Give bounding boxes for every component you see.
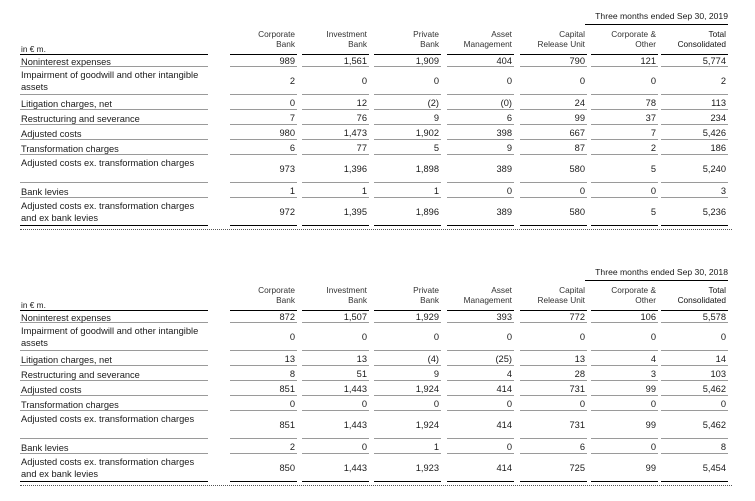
cell-asset-management: (0) [447,97,514,110]
cell-corporate-bank: 7 [230,112,297,125]
cell-private-bank: 5 [374,142,441,155]
cell-private-bank: (2) [374,97,441,110]
cell-corporate-bank: 6 [230,142,297,155]
cell-corporate-bank: 851 [230,413,297,439]
cell-investment-bank: 1,473 [302,127,369,140]
cell-total-consolidated: 5,454 [661,456,728,482]
cell-corporate-other: 7 [591,127,658,140]
column-header-private-bank: Private Bank [413,285,439,305]
cell-corporate-bank: 973 [230,157,297,183]
cell-total-consolidated: 0 [661,325,728,351]
cell-total-consolidated: 0 [661,398,728,411]
cell-corporate-bank: 2 [230,69,297,95]
cell-asset-management: 9 [447,142,514,155]
unit-label: in € m. [21,300,46,310]
table-row-transformation-charges [20,398,732,411]
cell-corporate-other: 5 [591,200,658,226]
cell-investment-bank: 0 [302,69,369,95]
cell-capital-release-unit: 725 [520,456,587,482]
column-header-corporate-other: Corporate & Other [611,29,656,49]
cell-investment-bank: 13 [302,353,369,366]
column-header-corporate-bank: Corporate Bank [258,285,295,305]
column-header-row [20,280,732,310]
cell-total-consolidated: 5,462 [661,413,728,439]
cell-capital-release-unit: 772 [520,310,587,323]
cell-capital-release-unit: 667 [520,127,587,140]
cell-corporate-other: 99 [591,383,658,396]
table-row-adjusted-costs-ex-transformation [20,413,732,439]
row-label: Bank levies [20,441,208,454]
cell-total-consolidated: 3 [661,185,728,198]
cell-capital-release-unit: 99 [520,112,587,125]
cell-investment-bank: 1,443 [302,456,369,482]
cell-corporate-bank: 0 [230,325,297,351]
cell-capital-release-unit: 580 [520,200,587,226]
cell-corporate-other: 99 [591,413,658,439]
table-row-litigation-charges [20,353,732,366]
cell-investment-bank: 1,561 [302,54,369,67]
table-row-restructuring-severance [20,112,732,125]
cell-private-bank: 1,902 [374,127,441,140]
cell-corporate-other: 99 [591,456,658,482]
cell-asset-management: 0 [447,185,514,198]
row-label: Noninterest expenses [20,54,208,67]
cell-corporate-other: 121 [591,54,658,67]
cell-total-consolidated: 8 [661,441,728,454]
table-row-impairment-goodwill [20,325,732,351]
row-label: Noninterest expenses [20,310,208,323]
cell-corporate-other: 0 [591,185,658,198]
cell-corporate-other: 4 [591,353,658,366]
cell-corporate-bank: 980 [230,127,297,140]
table-bottom-rule [20,485,732,486]
cell-asset-management: 0 [447,325,514,351]
cell-total-consolidated: 14 [661,353,728,366]
cell-asset-management: 393 [447,310,514,323]
cell-corporate-other: 0 [591,441,658,454]
row-label: Transformation charges [20,142,208,155]
cell-investment-bank: 0 [302,325,369,351]
cell-corporate-bank: 8 [230,368,297,381]
cell-total-consolidated: 5,240 [661,157,728,183]
column-header-asset-management: Asset Management [463,285,512,305]
cell-investment-bank: 77 [302,142,369,155]
table-row-adjusted-costs-ex-transformation-ex-levies [20,456,732,482]
cell-capital-release-unit: 13 [520,353,587,366]
cell-corporate-other: 0 [591,398,658,411]
row-label: Restructuring and severance [20,112,208,125]
cell-private-bank: 1,924 [374,413,441,439]
cell-investment-bank: 12 [302,97,369,110]
row-label: Transformation charges [20,398,208,411]
cell-total-consolidated: 5,426 [661,127,728,140]
cell-capital-release-unit: 0 [520,325,587,351]
cell-asset-management: (25) [447,353,514,366]
table-row-adjusted-costs-ex-transformation-ex-levies [20,200,732,226]
cell-private-bank: 1,929 [374,310,441,323]
cell-total-consolidated: 113 [661,97,728,110]
cell-private-bank: 9 [374,368,441,381]
cell-asset-management: 389 [447,157,514,183]
cell-corporate-bank: 0 [230,97,297,110]
table-row-transformation-charges [20,142,732,155]
column-header-corporate-other: Corporate & Other [611,285,656,305]
column-header-total-consolidated: Total Consolidated [677,285,726,305]
cell-corporate-bank: 0 [230,398,297,411]
cell-asset-management: 0 [447,441,514,454]
cell-investment-bank: 1,443 [302,413,369,439]
cell-investment-bank: 76 [302,112,369,125]
row-label: Litigation charges, net [20,353,208,366]
cell-investment-bank: 1,395 [302,200,369,226]
column-header-capital-release-unit: Capital Release Unit [537,29,585,49]
column-header-investment-bank: Investment Bank [326,285,367,305]
table-row-impairment-goodwill [20,69,732,95]
table-row-noninterest-expenses [20,310,732,323]
cell-private-bank: 1 [374,441,441,454]
cell-private-bank: 1,898 [374,157,441,183]
row-label: Adjusted costs ex. transformation charges and ex bank levies [20,456,208,482]
cell-private-bank: 0 [374,69,441,95]
cell-total-consolidated: 103 [661,368,728,381]
row-label: Bank levies [20,185,208,198]
cell-investment-bank: 1,443 [302,383,369,396]
cell-investment-bank: 0 [302,441,369,454]
row-label: Adjusted costs [20,383,208,396]
cell-capital-release-unit: 0 [520,398,587,411]
cell-total-consolidated: 5,774 [661,54,728,67]
cell-asset-management: 398 [447,127,514,140]
cell-total-consolidated: 186 [661,142,728,155]
cell-capital-release-unit: 24 [520,97,587,110]
cell-capital-release-unit: 0 [520,185,587,198]
cell-total-consolidated: 234 [661,112,728,125]
table-bottom-rule [20,229,732,230]
row-label: Adjusted costs ex. transformation charges [20,413,208,439]
cell-corporate-other: 3 [591,368,658,381]
row-label: Impairment of goodwill and other intangible assets [20,325,208,351]
cell-capital-release-unit: 731 [520,413,587,439]
cell-corporate-other: 0 [591,325,658,351]
table-row-adjusted-costs [20,383,732,396]
row-label: Adjusted costs ex. transformation charges [20,157,208,183]
cell-corporate-bank: 1 [230,185,297,198]
cell-total-consolidated: 2 [661,69,728,95]
table-row-litigation-charges [20,97,732,110]
cell-corporate-other: 2 [591,142,658,155]
row-label: Litigation charges, net [20,97,208,110]
cell-private-bank: 0 [374,325,441,351]
cell-capital-release-unit: 731 [520,383,587,396]
cell-investment-bank: 1,396 [302,157,369,183]
column-header-investment-bank: Investment Bank [326,29,367,49]
cell-corporate-other: 106 [591,310,658,323]
cell-asset-management: 414 [447,383,514,396]
cell-corporate-other: 0 [591,69,658,95]
column-header-private-bank: Private Bank [413,29,439,49]
cell-private-bank: 9 [374,112,441,125]
cell-corporate-bank: 972 [230,200,297,226]
cell-asset-management: 6 [447,112,514,125]
column-header-capital-release-unit: Capital Release Unit [537,285,585,305]
cell-investment-bank: 51 [302,368,369,381]
cell-corporate-bank: 2 [230,441,297,454]
cell-capital-release-unit: 6 [520,441,587,454]
cell-corporate-bank: 851 [230,383,297,396]
cell-asset-management: 414 [447,413,514,439]
unit-label: in € m. [21,44,46,54]
cell-investment-bank: 1,507 [302,310,369,323]
cell-corporate-other: 37 [591,112,658,125]
cell-private-bank: (4) [374,353,441,366]
cell-corporate-other: 5 [591,157,658,183]
cell-asset-management: 389 [447,200,514,226]
cell-total-consolidated: 5,578 [661,310,728,323]
cell-corporate-bank: 989 [230,54,297,67]
row-label: Adjusted costs ex. transformation charges and ex bank levies [20,200,208,226]
cell-corporate-bank: 872 [230,310,297,323]
cell-asset-management: 404 [447,54,514,67]
cell-total-consolidated: 5,462 [661,383,728,396]
period-header: Three months ended Sep 30, 2019 [585,10,728,25]
table-row-bank-levies [20,185,732,198]
table-row-adjusted-costs [20,127,732,140]
table-row-bank-levies [20,441,732,454]
cell-corporate-other: 78 [591,97,658,110]
column-header-asset-management: Asset Management [463,29,512,49]
cell-private-bank: 1 [374,185,441,198]
cell-asset-management: 0 [447,398,514,411]
cell-asset-management: 4 [447,368,514,381]
cell-private-bank: 1,923 [374,456,441,482]
cell-private-bank: 1,924 [374,383,441,396]
cell-capital-release-unit: 790 [520,54,587,67]
cell-asset-management: 414 [447,456,514,482]
column-header-total-consolidated: Total Consolidated [677,29,726,49]
period-header: Three months ended Sep 30, 2018 [585,266,728,281]
cell-corporate-bank: 850 [230,456,297,482]
cell-capital-release-unit: 87 [520,142,587,155]
cell-capital-release-unit: 28 [520,368,587,381]
cell-private-bank: 1,909 [374,54,441,67]
cell-investment-bank: 1 [302,185,369,198]
cell-private-bank: 1,896 [374,200,441,226]
column-header-row [20,24,732,54]
row-label: Restructuring and severance [20,368,208,381]
row-label: Impairment of goodwill and other intangible assets [20,69,208,95]
cell-private-bank: 0 [374,398,441,411]
table-row-noninterest-expenses [20,54,732,67]
cell-capital-release-unit: 0 [520,69,587,95]
table-row-adjusted-costs-ex-transformation [20,157,732,183]
cell-corporate-bank: 13 [230,353,297,366]
table-row-restructuring-severance [20,368,732,381]
column-header-corporate-bank: Corporate Bank [258,29,295,49]
cell-capital-release-unit: 580 [520,157,587,183]
cell-asset-management: 0 [447,69,514,95]
cell-investment-bank: 0 [302,398,369,411]
cell-total-consolidated: 5,236 [661,200,728,226]
row-label: Adjusted costs [20,127,208,140]
